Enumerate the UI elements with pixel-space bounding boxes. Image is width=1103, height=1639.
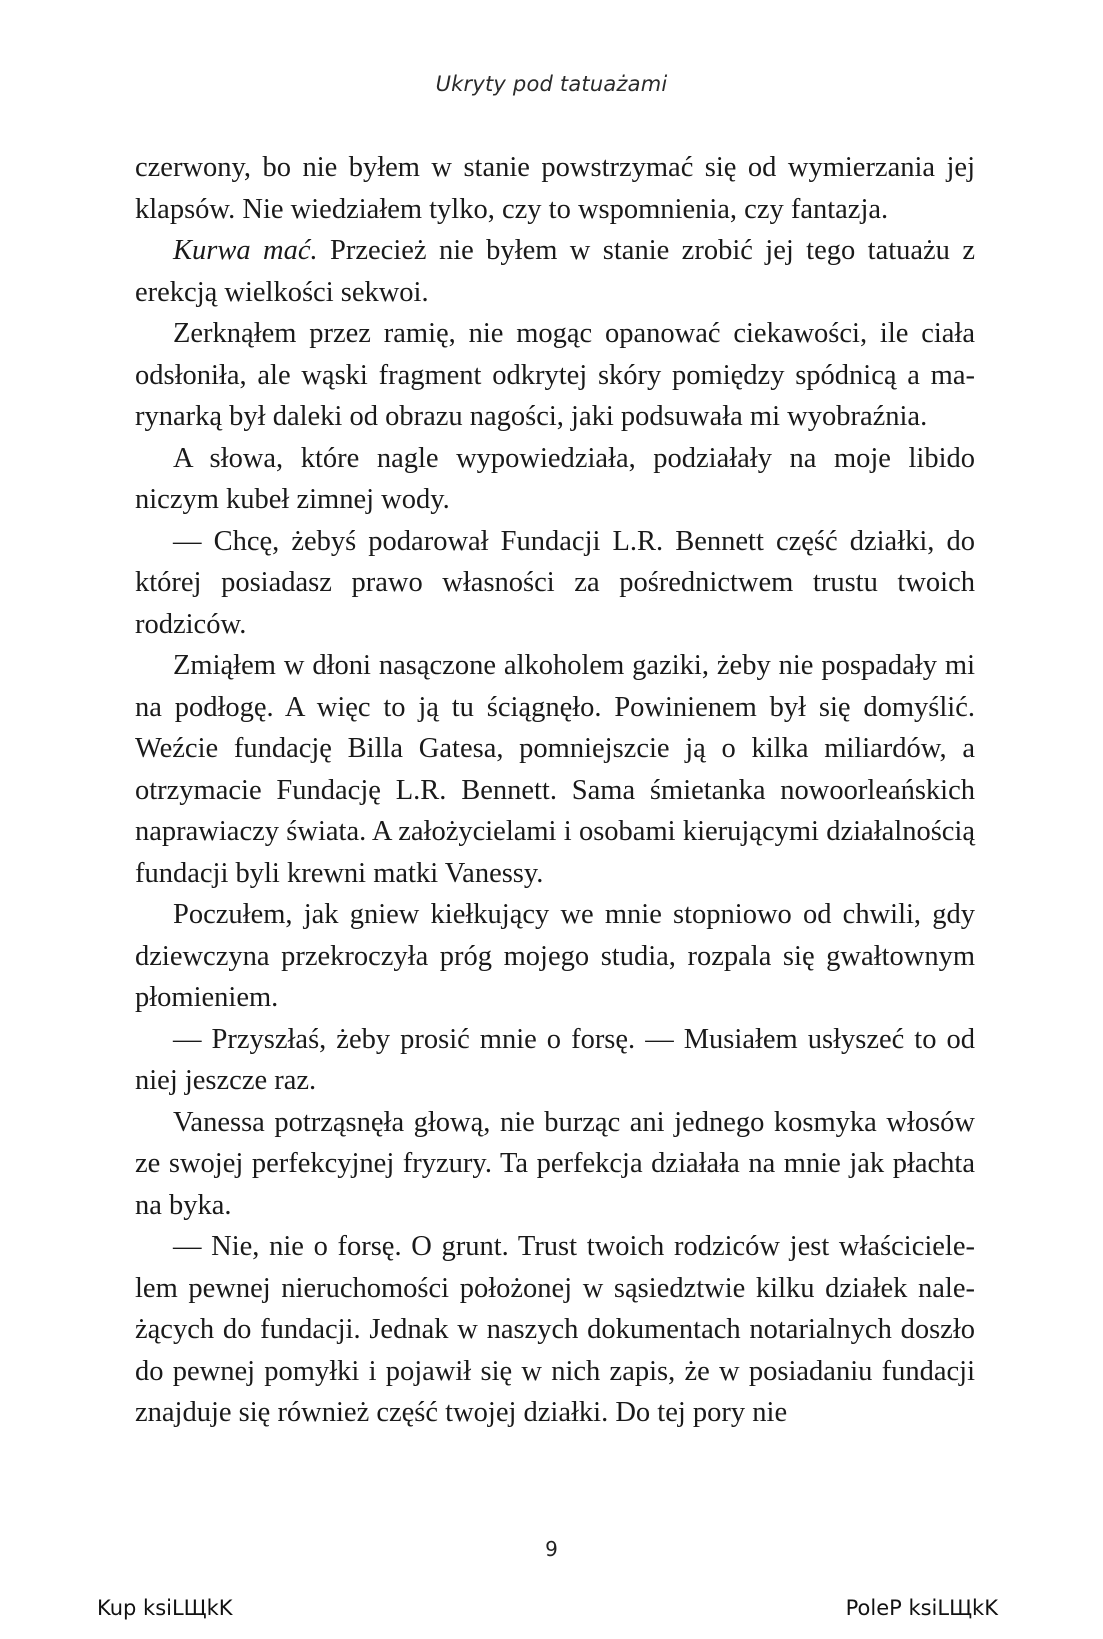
paragraph-6: Zmiąłem w dłoni nasączone alkoholem gaziki, żeby nie pospadały mi na podłogę. A więc to ją tu ściągnęło. Powinienem był się domyślić. Weźcie fundację Billa Gatesa, pomniejszcie ją o kilka miliardów, a otrzymacie Fundację L.R. Bennett. Sama śmietanka nowoorleańskich naprawiaczy świata. A założycielami i osobami kierującymi działalnością fundacji byli krewni matki Vanessy. (135, 650, 975, 889)
buy-book-link[interactable]: Kup ksiLЩkK (97, 1596, 233, 1620)
paragraph-10: — Nie, nie o forsę. O grunt. Trust twoich rodziców jest właścicielelem pewnej nieruchomości położonej w sąsiedztwie kilku działek należących do fundacji. Jednak w naszych dokumentach notarialnych doszło do pewnej pomyłki i pojawił się w nich zapis, że w posiadaniu fundacji znajduje się również część twojej działki. Do tej pory nie (135, 1231, 975, 1428)
page-number: 9 (545, 1537, 558, 1561)
page-body (135, 147, 975, 1434)
paragraph-1: czerwony, bo nie byłem w stanie powstrzymać się od wymierzania jej klapsów. Nie wiedziałem tylko, czy to wspomnienia, czy fantazja. (135, 152, 975, 225)
paragraph-4: A słowa, które nagle wypowiedziała, podziałały na moje libido niczym kubeł zimnej wody. (135, 442, 975, 515)
paragraph-8: — Przyszłaś, żeby prosić mnie o forsę. — Musiałem usłyszeć to od niej jeszcze raz. (135, 1023, 975, 1096)
paragraph-9: Vanessa potrząsnęła głową, nie burząc ani jednego kosmyka włosów ze swojej perfekcyjnej fryzury. Ta perfekcja działała na mnie jak płachta na byka. (135, 1106, 975, 1221)
running-header-title: Ukryty pod tatuażami (435, 72, 668, 96)
paragraph-3: Zerknąłem przez ramię, nie mogąc opanować ciekawości, ile ciała odsłoniła, ale wąski fragment odkrytej skóry pomiędzy spódnicą a marynarką był daleki od obrazu nagości, jaki podsuwała mi wyobraźnia. (135, 318, 975, 432)
paragraph-2-text: Przecież nie byłem w stanie zrobić jej tego tatuażu z erekcją wielkości sekwoi. (135, 235, 975, 308)
recommend-book-link[interactable]: PoleP ksiLЩkK (845, 1596, 998, 1620)
paragraph-2 (135, 230, 975, 313)
paragraph-7: Poczułem, jak gniew kiełkujący we mnie stopniowo od chwili, gdy dziewczyna przekroczyła próg mojego studia, rozpala się gwałtownym płomieniem. (135, 899, 975, 1013)
italic-exclamation: Kurwa mać. (173, 235, 318, 266)
paragraph-5: — Chcę, żebyś podarował Fundacji L.R. Bennett część działki, do której posiadasz prawo własności za pośrednictwem trustu twoich rodziców. (135, 525, 975, 640)
